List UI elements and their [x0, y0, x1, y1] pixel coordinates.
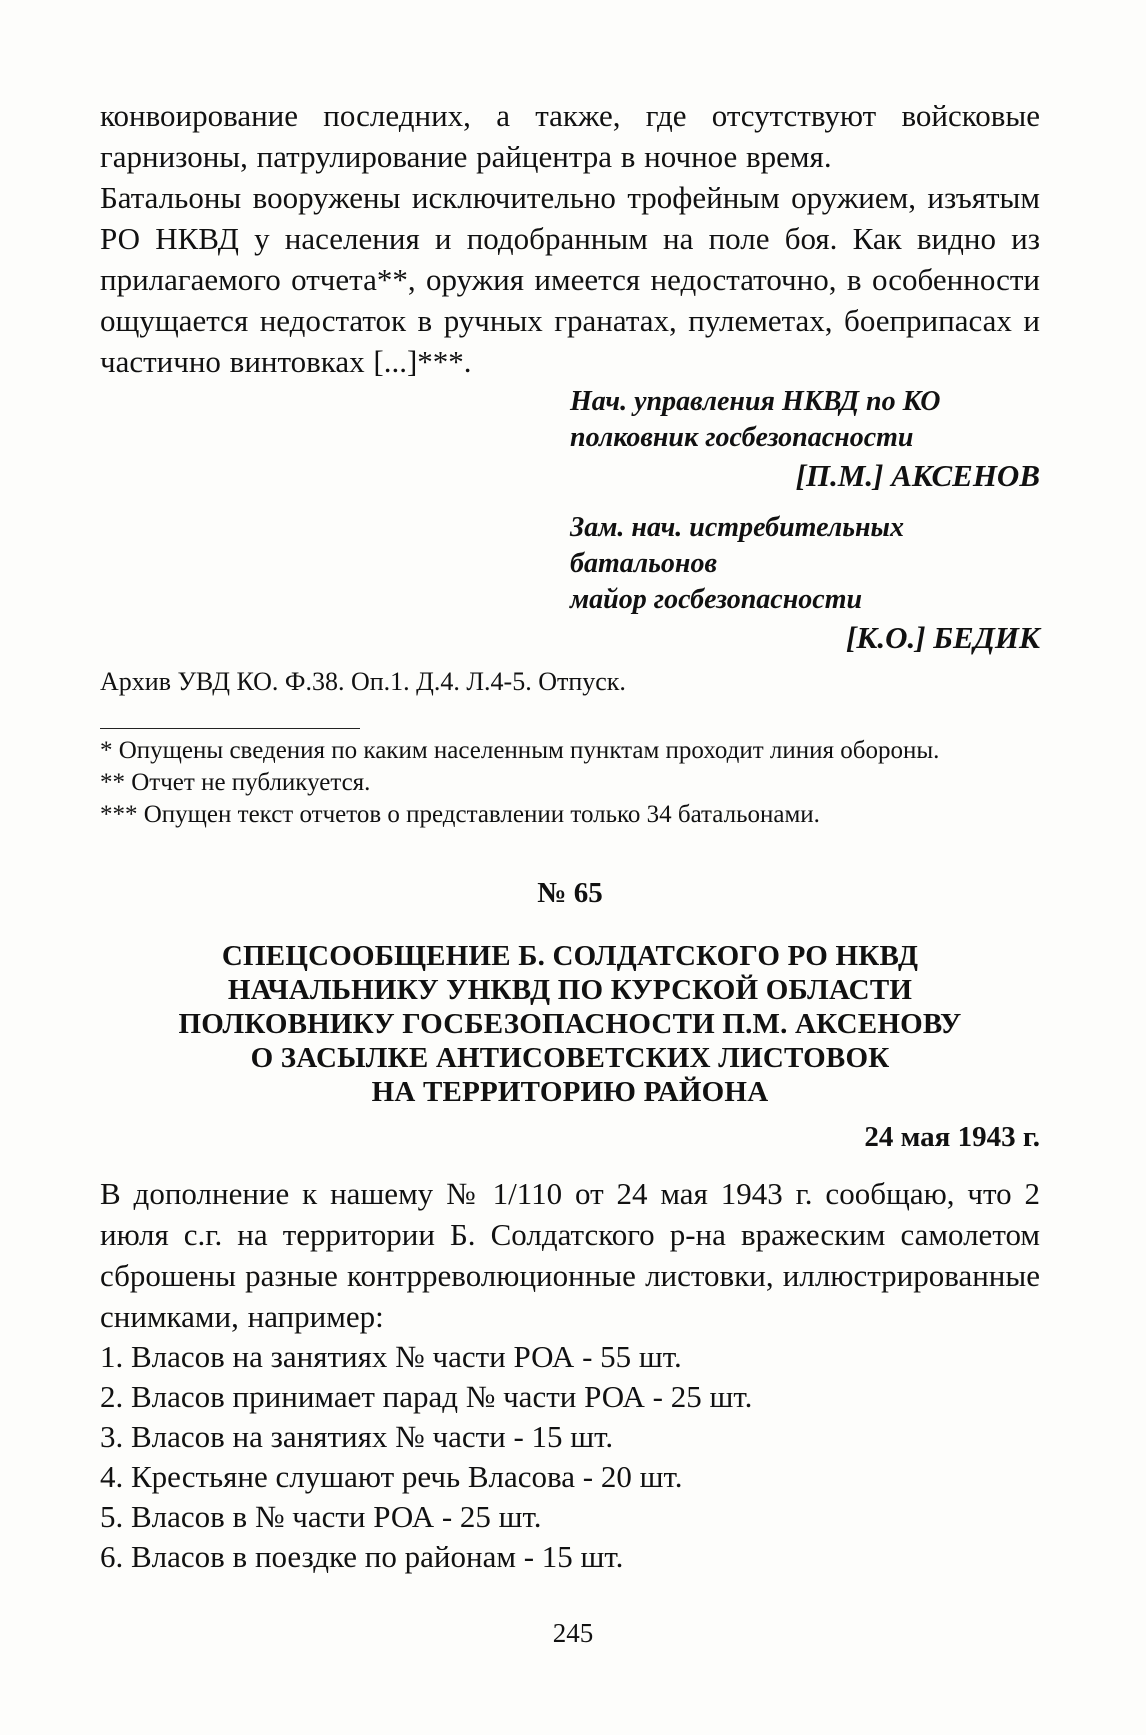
list-item: 6. Власов в поездке по районам - 15 шт.	[100, 1539, 624, 1574]
signature-block-aksenov	[570, 384, 1040, 496]
document-number: № 65	[537, 877, 603, 909]
document-page	[100, 95, 1040, 1577]
title-line: НАЧАЛЬНИКУ УНКВД ПО КУРСКОЙ ОБЛАСТИ	[227, 974, 913, 1006]
signature-title-line: Нач. управления НКВД по КО	[570, 386, 941, 417]
signature-title-line: полковник госбезопасности	[570, 422, 914, 453]
report-intro-paragraph: В дополнение к нашему № 1/110 от 24 мая 1943 г. сообщаю, что 2 июля с.г. на территории Б. Солдатского р-на вражеским самолетом сброшены разные контрреволюционные листовки, иллюстрированные снимками, например:	[100, 1176, 1040, 1334]
signature-title-line: майор госбезопасности	[570, 584, 863, 615]
archive-reference: Архив УВД КО. Ф.38. Оп.1. Д.4. Л.4-5. Отпуск.	[100, 667, 626, 696]
signature-section	[570, 384, 1040, 658]
battalions-paragraph: Батальоны вооружены исключительно трофейным оружием, изъятым РО НКВД у населения и подобранным на поле боя. Как видно из прилагаемого отчета**, оружия имеется недостаточно, в особенности ощущается недостаток в ручных гранатах, пулеметах, боеприпасах и частично винтовках [...]***.	[100, 180, 1040, 379]
list-item: 5. Власов в № части РОА - 25 шт.	[100, 1499, 542, 1534]
title-line: О ЗАСЫЛКЕ АНТИСОВЕТСКИХ ЛИСТОВОК	[250, 1042, 890, 1074]
footnote-divider	[100, 728, 360, 729]
signature-name: [К.О.] БЕДИК	[846, 620, 1040, 655]
page-number: 245	[552, 1618, 594, 1648]
list-item: 3. Власов на занятиях № части - 15 шт.	[100, 1419, 614, 1454]
list-item: 2. Власов принимает парад № части РОА - 25 шт.	[100, 1379, 753, 1414]
continued-paragraph: конвоирование последних, а также, где отсутствуют войсковые гарнизоны, патрулирование райцентра в ночное время.	[100, 98, 1040, 174]
footnote: ** Отчет не публикуется.	[100, 769, 371, 796]
list-item: 1. Власов на занятиях № части РОА - 55 шт.	[100, 1339, 682, 1374]
footnote: * Опущены сведения по каким населенным пунктам проходит линия обороны.	[100, 737, 940, 764]
document-date: 24 мая 1943 г.	[864, 1121, 1040, 1153]
signature-name: [П.М.] АКСЕНОВ	[795, 458, 1040, 493]
list-item: 4. Крестьяне слушают речь Власова - 20 шт.	[100, 1459, 683, 1494]
leaflet-list	[100, 1337, 1040, 1577]
title-line: СПЕЦСООБЩЕНИЕ Б. СОЛДАТСКОГО РО НКВД	[221, 940, 919, 972]
signature-title-line: батальонов	[570, 548, 717, 579]
document-title	[100, 939, 1040, 1109]
title-line: НА ТЕРРИТОРИЮ РАЙОНА	[371, 1076, 769, 1108]
title-line: ПОЛКОВНИКУ ГОСБЕЗОПАСНОСТИ П.М. АКСЕНОВУ	[178, 1008, 962, 1040]
footnote: *** Опущен текст отчетов о представлении только 34 батальонами.	[100, 801, 820, 828]
signature-title-line: Зам. нач. истребительных	[570, 512, 904, 543]
signature-block-bedik	[570, 510, 1040, 658]
